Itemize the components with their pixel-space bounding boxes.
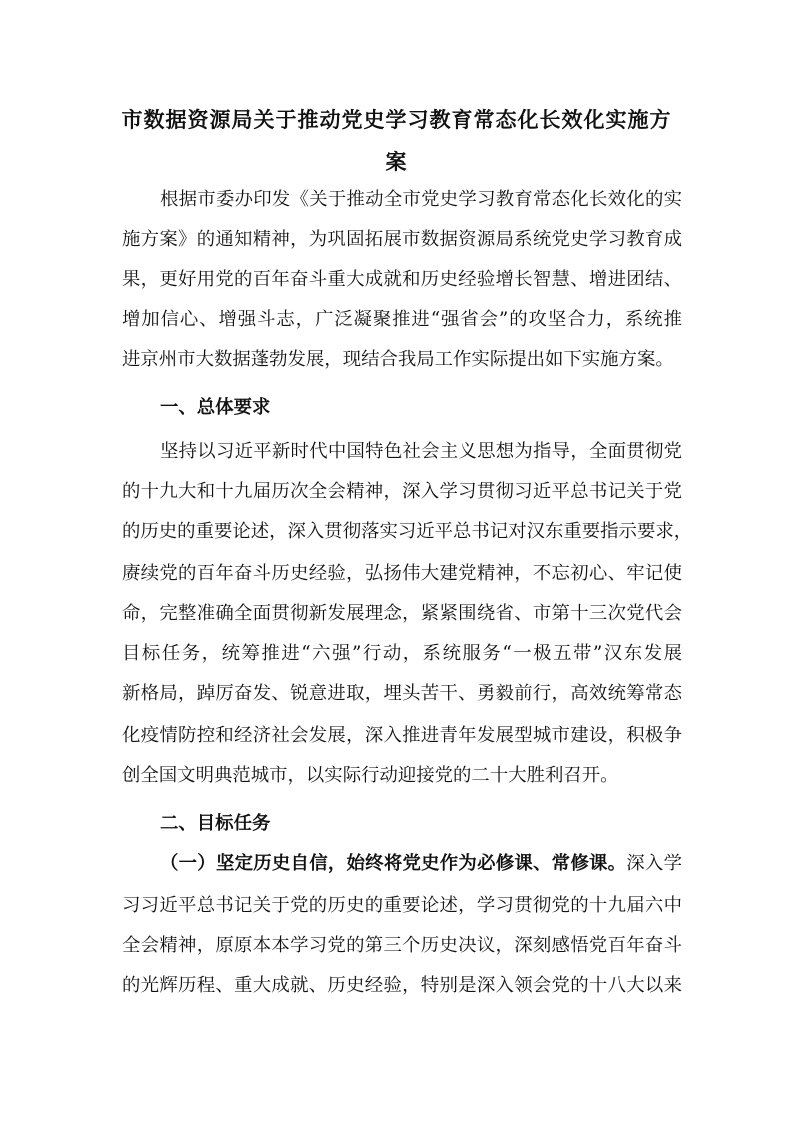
section-1-line-5: 命，完整准确全面贯彻新发展理念，紧紧围绕省、市第十三次党代会 bbox=[122, 603, 682, 624]
item-1-bold-heading: （一）坚定历史自信，始终将党史作为必修课、常修课。 bbox=[160, 853, 627, 874]
document-title-line-1: 市数据资源局关于推动党史学习教育常态化长效化实施方 bbox=[121, 108, 672, 132]
intro-line-4: 增加信心、增强斗志，广泛凝聚推进“强省会”的攻坚合力，系统推 bbox=[122, 309, 682, 330]
document-title-line-2: 案 bbox=[385, 150, 408, 174]
section-1-line-7: 新格局，踔厉奋发、锐意进取，埋头苦干、勇毅前行，高效统筹常态 bbox=[122, 683, 682, 704]
section-1-line-3: 的历史的重要论述，深入贯彻落实习近平总书记对汉东重要指示要求， bbox=[122, 521, 693, 542]
section-1-line-6: 目标任务，统筹推进“六强”行动，系统服务“一极五带”汉东发展 bbox=[122, 643, 682, 664]
item-1-line-1 bbox=[160, 852, 682, 876]
section-1-line-8: 化疫情防控和经济社会发展，深入推进青年发展型城市建设，积极争 bbox=[122, 725, 682, 746]
item-1-line-4: 的光辉历程、重大成就、历史经验，特别是深入领会党的十八大以来 bbox=[122, 975, 682, 996]
intro-line-1: 根据市委办印发《关于推动全市党史学习教育常态化长效化的实 bbox=[160, 189, 682, 210]
section-1-line-9: 创全国文明典范城市，以实际行动迎接党的二十大胜利召开。 bbox=[122, 765, 619, 786]
section-1-heading: 一、总体要求 bbox=[160, 397, 271, 418]
section-1-line-1: 坚持以习近平新时代中国特色社会主义思想为指导，全面贯彻党 bbox=[160, 441, 682, 462]
intro-line-3: 果，更好用党的百年奋斗重大成就和历史经验增长智慧、增进团结、 bbox=[122, 269, 682, 290]
intro-line-5: 进京州市大数据蓬勃发展，现结合我局工作实际提出如下实施方案。 bbox=[122, 349, 674, 370]
section-2-heading: 二、目标任务 bbox=[160, 813, 271, 834]
item-1-line-3: 全会精神，原原本本学习党的第三个历史决议，深刻感悟党百年奋斗 bbox=[122, 935, 682, 956]
section-1-line-4: 赓续党的百年奋斗历史经验，弘扬伟大建党精神，不忘初心、牢记使 bbox=[122, 563, 682, 584]
section-1-line-2: 的十九大和十九届历次全会精神，深入学习贯彻习近平总书记关于党 bbox=[122, 481, 682, 502]
item-1-line-2: 习习近平总书记关于党的历史的重要论述，学习贯彻党的十九届六中 bbox=[122, 895, 682, 916]
intro-line-2: 施方案》的通知精神，为巩固拓展市数据资源局系统党史学习教育成 bbox=[122, 229, 682, 250]
item-1-first-line-rest: 深入学 bbox=[626, 853, 682, 874]
